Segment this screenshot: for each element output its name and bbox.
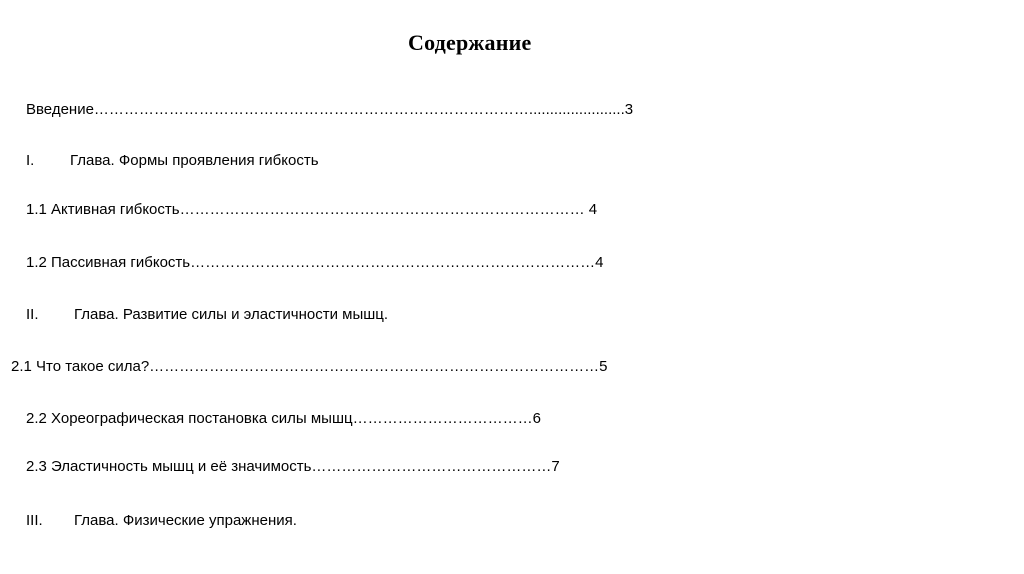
toc-entry-text: 1.2 Пассивная гибкость………………………………………………………………………4: [26, 254, 604, 271]
toc-entry-text: 2.2 Хореографическая постановка силы мышц………………………………6: [26, 410, 541, 427]
page-title: Содержание: [408, 30, 532, 55]
chapter-numeral: II.: [26, 306, 39, 323]
chapter-numeral: III.: [26, 512, 43, 529]
toc-entry-text: Глава. Физические упражнения.: [74, 512, 297, 529]
toc-entry-text: 2.3 Эластичность мышц и её значимость…………………………………………7: [26, 458, 560, 475]
toc-entry-text: Введение…………………………………………………………………………….......................3: [26, 101, 634, 118]
toc-entry-2-3: [26, 458, 560, 476]
toc-entry-text: Глава. Развитие силы и эластичности мышц.: [74, 306, 389, 323]
toc-entry-1-2: [26, 254, 603, 272]
toc-entry-text: 2.1 Что такое сила?………………………………………………………………………………5: [11, 358, 608, 375]
toc-entry-1-1: [26, 201, 597, 219]
toc-entry-text: 1.1 Активная гибкость……………………………………………………………………… 4: [26, 201, 598, 218]
toc-entry-text: Глава. Формы проявления гибкость: [70, 152, 319, 169]
toc-entry-introduction: [26, 101, 633, 119]
chapter-numeral: I.: [26, 152, 35, 169]
toc-chapter-2: [26, 306, 388, 324]
toc-chapter-3: [26, 512, 297, 530]
toc-entry-2-2: [26, 410, 541, 428]
toc-entry-2-1: [11, 358, 608, 376]
toc-chapter-1: [26, 152, 319, 170]
